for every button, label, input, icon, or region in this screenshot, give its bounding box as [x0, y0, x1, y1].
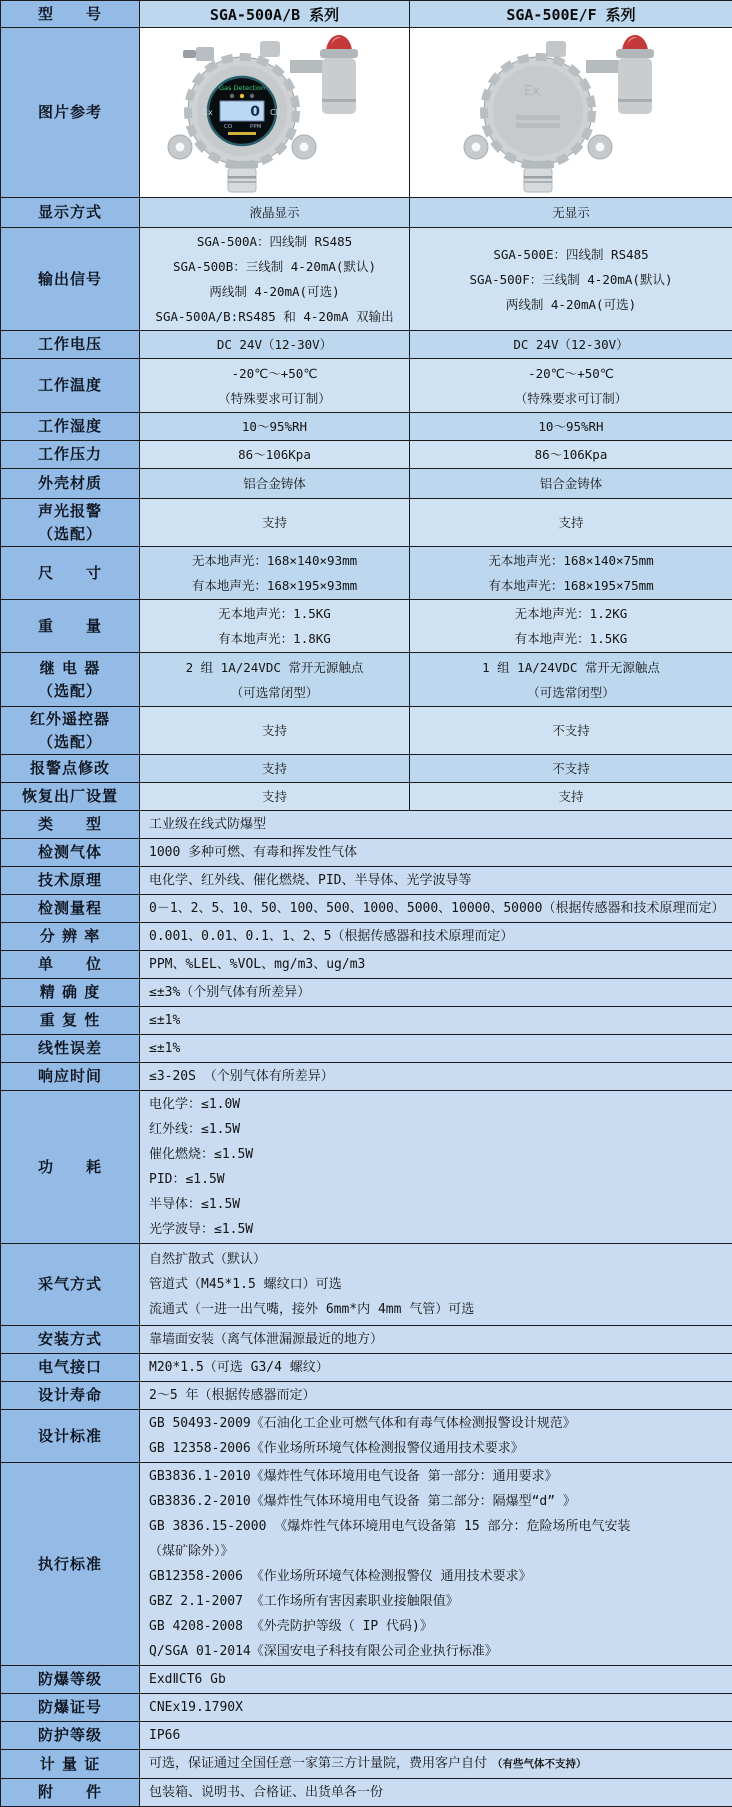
spec-row-25 — [1, 1244, 732, 1326]
row-value-full — [140, 1410, 732, 1463]
spec-row-29 — [1, 1410, 732, 1463]
cell-line: DC 24V（12-30V） — [144, 332, 405, 357]
row-value-full — [140, 1007, 732, 1035]
spec-row-18 — [1, 923, 732, 951]
cell-line: 无本地声光：168×140×75mm — [414, 548, 728, 573]
device-photo-sga500ef — [410, 28, 732, 198]
gas-sensor-head — [228, 168, 256, 192]
row-value-col1 — [140, 198, 410, 228]
spec-row-10 — [1, 653, 732, 707]
row-value-col1 — [140, 600, 410, 653]
cell-line: GB12358-2006 《作业场所环境气体检测报警仪 通用技术要求》 — [149, 1564, 728, 1589]
cell-line: 86～106Kpa — [414, 442, 728, 467]
cell-line: GBZ 2.1-2007 《工作场所有害因素职业接触限值》 — [149, 1589, 728, 1614]
spec-row-22 — [1, 1035, 732, 1063]
spec-row-31 — [1, 1666, 732, 1694]
header-series-b: SGA-500E/F 系列 — [410, 1, 732, 28]
cell-line: 有本地声光：168×195×93mm — [144, 573, 405, 598]
row-label: 电气接口 — [1, 1354, 140, 1382]
row-value-full — [140, 1694, 732, 1722]
cell-line: 10～95%RH — [144, 414, 405, 439]
spec-row-9 — [1, 600, 732, 653]
cell-line: 工业级在线式防爆型 — [149, 812, 728, 837]
cell-line: 光学波导：≤1.5W — [149, 1217, 728, 1242]
row-value-full — [140, 895, 732, 923]
beacon-body — [322, 58, 356, 114]
cell-line: （特殊要求可订制） — [414, 386, 728, 411]
spec-row-12 — [1, 755, 732, 783]
row-value-col2 — [410, 547, 732, 600]
cell-line: 86～106Kpa — [144, 442, 405, 467]
row-label: 类 型 — [1, 811, 140, 839]
row-value-col1 — [140, 755, 410, 783]
spec-row-26 — [1, 1326, 732, 1354]
spec-row-28 — [1, 1382, 732, 1410]
cell-line: 液晶显示 — [144, 200, 405, 225]
spec-row-16 — [1, 867, 732, 895]
cell-line: （可选常闭型） — [144, 680, 405, 705]
cell-line: 红外线：≤1.5W — [149, 1117, 728, 1142]
row-value-col2 — [410, 198, 732, 228]
row-value-col1 — [140, 707, 410, 755]
cell-line: 支持 — [144, 756, 405, 781]
row-value-col2 — [410, 359, 732, 413]
cell-line: 可选，保证通过全国任意一家第三方计量院，费用客户自付 （有些气体不支持） — [149, 1751, 728, 1777]
row-value-full — [140, 1354, 732, 1382]
row-value-full — [140, 951, 732, 979]
spec-row-19 — [1, 951, 732, 979]
spec-row-17 — [1, 895, 732, 923]
cell-line: SGA-500F：三线制 4-20mA(默认) — [414, 267, 728, 292]
cell-line: PPM、%LEL、%VOL、mg/m3、ug/m3 — [149, 952, 728, 977]
row-value-col2 — [410, 783, 732, 811]
cell-line: 无本地声光：168×140×93mm — [144, 548, 405, 573]
row-label: 红外遥控器 （选配） — [1, 707, 140, 755]
device-illustration-with-display — [150, 29, 400, 193]
row-value-full — [140, 1722, 732, 1750]
row-value-col1 — [140, 228, 410, 331]
cell-line: -20℃～+50℃ — [144, 361, 405, 386]
row-value-col2 — [410, 413, 732, 441]
row-label: 尺 寸 — [1, 547, 140, 600]
cell-line: 1 组 1A/24VDC 常开无源触点 — [414, 655, 728, 680]
cell-line: GB 12358-2006《作业场所环境气体检测报警仪通用技术要求》 — [149, 1436, 728, 1461]
spec-row-14 — [1, 811, 732, 839]
spec-row-0 — [1, 198, 732, 228]
cell-line: 有本地声光：168×195×75mm — [414, 573, 728, 598]
row-label: 计 量 证 — [1, 1750, 140, 1779]
row-value-col2 — [410, 469, 732, 499]
cell-line: IP66 — [149, 1723, 728, 1748]
spec-row-21 — [1, 1007, 732, 1035]
row-label: 检测气体 — [1, 839, 140, 867]
ex-mark: Ex — [203, 108, 213, 117]
header-row — [1, 1, 732, 28]
cell-line: 两线制 4-20mA(可选) — [144, 279, 405, 304]
row-label: 重 复 性 — [1, 1007, 140, 1035]
row-value-col1 — [140, 653, 410, 707]
cell-line: 无显示 — [414, 200, 728, 225]
row-label: 恢复出厂设置 — [1, 783, 140, 811]
row-label: 继 电 器 （选配） — [1, 653, 140, 707]
row-label: 技术原理 — [1, 867, 140, 895]
cell-line: 管道式（M45*1.5 螺纹口）可选 — [149, 1272, 728, 1297]
row-label: 工作温度 — [1, 359, 140, 413]
row-value-col1 — [140, 499, 410, 547]
cell-line: 不支持 — [414, 756, 728, 781]
cell-line: 有本地声光：1.5KG — [414, 626, 728, 651]
row-label: 外壳材质 — [1, 469, 140, 499]
cell-line: ExdⅡCT6 Gb — [149, 1667, 728, 1692]
row-label: 线性误差 — [1, 1035, 140, 1063]
cell-line: （特殊要求可订制） — [144, 386, 405, 411]
row-value-col1 — [140, 783, 410, 811]
cell-line: 无本地声光：1.5KG — [144, 601, 405, 626]
row-label: 工作压力 — [1, 441, 140, 469]
spec-row-1 — [1, 228, 732, 331]
row-label: 声光报警 （选配） — [1, 499, 140, 547]
row-label: 重 量 — [1, 600, 140, 653]
row-label: 工作电压 — [1, 331, 140, 359]
row-value-col1 — [140, 547, 410, 600]
row-label: 检测量程 — [1, 895, 140, 923]
cell-line: 不支持 — [414, 718, 728, 743]
cell-line: 2～5 年（根据传感器而定） — [149, 1383, 728, 1408]
cell-line: 0－1、2、5、10、50、100、500、1000、5000、10000、50000（根据传感器和技术原理而定） — [149, 896, 728, 921]
cell-line: ≤±3%（个别气体有所差异） — [149, 980, 728, 1005]
spec-row-35 — [1, 1779, 732, 1807]
row-label: 采气方式 — [1, 1244, 140, 1326]
cell-line: 靠墙面安装（离气体泄漏源最近的地方） — [149, 1327, 728, 1352]
cell-line: 支持 — [144, 784, 405, 809]
cell-line: GB 3836.15-2000 《爆炸性气体环境用电气设备第 15 部分：危险场所电气安装 — [149, 1514, 728, 1539]
spec-row-6 — [1, 469, 732, 499]
cell-line: 半导体：≤1.5W — [149, 1192, 728, 1217]
row-value-full — [140, 1063, 732, 1091]
row-value-col1 — [140, 441, 410, 469]
cell-line: 无本地声光：1.2KG — [414, 601, 728, 626]
row-label: 设计寿命 — [1, 1382, 140, 1410]
spec-row-20 — [1, 979, 732, 1007]
row-value-full — [140, 1035, 732, 1063]
cell-line: 支持 — [144, 718, 405, 743]
cell-line: 铝合金铸体 — [414, 471, 728, 496]
cell-line: （可选常闭型） — [414, 680, 728, 705]
cell-line: 支持 — [414, 510, 728, 535]
cell-line: 有本地声光：1.8KG — [144, 626, 405, 651]
cell-line: 0.001、0.01、0.1、1、2、5（根据传感器和技术原理而定） — [149, 924, 728, 949]
cell-line: 支持 — [144, 510, 405, 535]
cell-line: 1000 多种可燃、有毒和挥发性气体 — [149, 840, 728, 865]
row-value-full — [140, 811, 732, 839]
power-led — [239, 93, 243, 97]
gas-sensor-head — [524, 168, 552, 192]
row-value-full — [140, 1666, 732, 1694]
row-label: 防爆证号 — [1, 1694, 140, 1722]
cell-line: CNEx19.1790X — [149, 1695, 728, 1720]
row-value-col1 — [140, 469, 410, 499]
row-value-full — [140, 1091, 732, 1244]
display-brand-text: Gas Detection — [218, 84, 264, 92]
row-value-full — [140, 867, 732, 895]
row-value-col2 — [410, 755, 732, 783]
cell-line: 催化燃烧：≤1.5W — [149, 1142, 728, 1167]
ex-embossed-mark: Ex — [524, 84, 540, 99]
cell-line: 包装箱、说明书、合格证、出货单各一份 — [149, 1780, 728, 1805]
spec-row-2 — [1, 331, 732, 359]
device-illustration-no-display — [446, 29, 696, 193]
header-label: 型 号 — [1, 1, 140, 28]
spec-row-27 — [1, 1354, 732, 1382]
lcd-gas-label: CO — [224, 124, 233, 130]
spec-row-34 — [1, 1750, 732, 1779]
spec-row-24 — [1, 1091, 732, 1244]
spec-row-33 — [1, 1722, 732, 1750]
row-value-col2 — [410, 653, 732, 707]
row-value-col1 — [140, 359, 410, 413]
row-value-full — [140, 1463, 732, 1666]
row-value-full — [140, 979, 732, 1007]
beacon-body — [618, 58, 652, 114]
lcd-unit-label: PPM — [250, 124, 262, 130]
row-value-col2 — [410, 228, 732, 331]
header-series-a: SGA-500A/B 系列 — [140, 1, 410, 28]
cell-line: 自然扩散式（默认） — [149, 1247, 728, 1272]
spec-row-3 — [1, 359, 732, 413]
row-label: 精 确 度 — [1, 979, 140, 1007]
cell-line: ≤3-20S （个别气体有所差异） — [149, 1064, 728, 1089]
cell-line: DC 24V（12-30V） — [414, 332, 728, 357]
row-value-full — [140, 1382, 732, 1410]
cell-line: GB 4208-2008 《外壳防护等级（ IP 代码)》 — [149, 1614, 728, 1639]
cell-line: 流通式（一进一出气嘴，接外 6mm*内 4mm 气管）可选 — [149, 1297, 728, 1322]
row-label: 安装方式 — [1, 1326, 140, 1354]
value-small-note: （有些气体不支持） — [492, 1758, 587, 1770]
cell-line: ≤±1% — [149, 1008, 728, 1033]
cell-line: SGA-500A：四线制 RS485 — [144, 229, 405, 254]
cell-line: （煤矿除外）》 — [149, 1539, 728, 1564]
row-value-col1 — [140, 331, 410, 359]
row-value-full — [140, 1779, 732, 1807]
spec-row-4 — [1, 413, 732, 441]
cell-line: GB3836.1-2010《爆炸性气体环境用电气设备 第一部分：通用要求》 — [149, 1464, 728, 1489]
cell-line: GB3836.2-2010《爆炸性气体环境用电气设备 第二部分：隔爆型“d” 》 — [149, 1489, 728, 1514]
cell-line: 10～95%RH — [414, 414, 728, 439]
spec-row-8 — [1, 547, 732, 600]
row-label: 单 位 — [1, 951, 140, 979]
row-value-full — [140, 1750, 732, 1779]
spec-row-30 — [1, 1463, 732, 1666]
row-label: 显示方式 — [1, 198, 140, 228]
row-label: 工作湿度 — [1, 413, 140, 441]
row-label: 分 辨 率 — [1, 923, 140, 951]
row-value-col1 — [140, 413, 410, 441]
cell-line: 铝合金铸体 — [144, 471, 405, 496]
row-label: 执行标准 — [1, 1463, 140, 1666]
row-value-full — [140, 1326, 732, 1354]
row-label: 附 件 — [1, 1779, 140, 1807]
spec-row-11 — [1, 707, 732, 755]
cell-line: SGA-500B：三线制 4-20mA(默认) — [144, 254, 405, 279]
row-value-full — [140, 923, 732, 951]
row-label: 防爆等级 — [1, 1666, 140, 1694]
spec-row-15 — [1, 839, 732, 867]
row-value-col2 — [410, 331, 732, 359]
cell-line: 支持 — [414, 784, 728, 809]
cell-line: M20*1.5（可选 G3/4 螺纹） — [149, 1355, 728, 1380]
row-value-col2 — [410, 600, 732, 653]
spec-row-5 — [1, 441, 732, 469]
row-label: 防护等级 — [1, 1722, 140, 1750]
row-value-col2 — [410, 499, 732, 547]
cell-line: 两线制 4-20mA(可选) — [414, 292, 728, 317]
cell-line: Q/SGA 01-2014《深国安电子科技有限公司企业执行标准》 — [149, 1639, 728, 1664]
cell-line: ≤±1% — [149, 1036, 728, 1061]
row-label: 报警点修改 — [1, 755, 140, 783]
spec-row-23 — [1, 1063, 732, 1091]
ce-mark: CE — [270, 108, 281, 117]
lcd-reading: 0 — [250, 104, 260, 120]
cell-line: -20℃～+50℃ — [414, 361, 728, 386]
cell-line: SGA-500E：四线制 RS485 — [414, 242, 728, 267]
cell-line: GB 50493-2009《石油化工企业可燃气体和有毒气体检测报警设计规范》 — [149, 1411, 728, 1436]
row-label: 设计标准 — [1, 1410, 140, 1463]
spec-row-32 — [1, 1694, 732, 1722]
row-label: 输出信号 — [1, 228, 140, 331]
row-label: 响应时间 — [1, 1063, 140, 1091]
cell-line: 电化学：≤1.0W — [149, 1092, 728, 1117]
images-row-label: 图片参考 — [1, 28, 140, 198]
cell-line: 2 组 1A/24VDC 常开无源触点 — [144, 655, 405, 680]
cell-line: SGA-500A/B:RS485 和 4-20mA 双输出 — [144, 304, 405, 329]
cell-line: 电化学、红外线、催化燃烧、PID、半导体、光学波导等 — [149, 868, 728, 893]
row-value-full — [140, 839, 732, 867]
row-value-full — [140, 1244, 732, 1326]
row-label: 功 耗 — [1, 1091, 140, 1244]
cell-line: PID：≤1.5W — [149, 1167, 728, 1192]
device-photo-sga500ab — [140, 28, 410, 198]
spec-row-7 — [1, 499, 732, 547]
row-value-col2 — [410, 707, 732, 755]
row-value-col2 — [410, 441, 732, 469]
images-row — [1, 28, 732, 198]
spec-row-13 — [1, 783, 732, 811]
